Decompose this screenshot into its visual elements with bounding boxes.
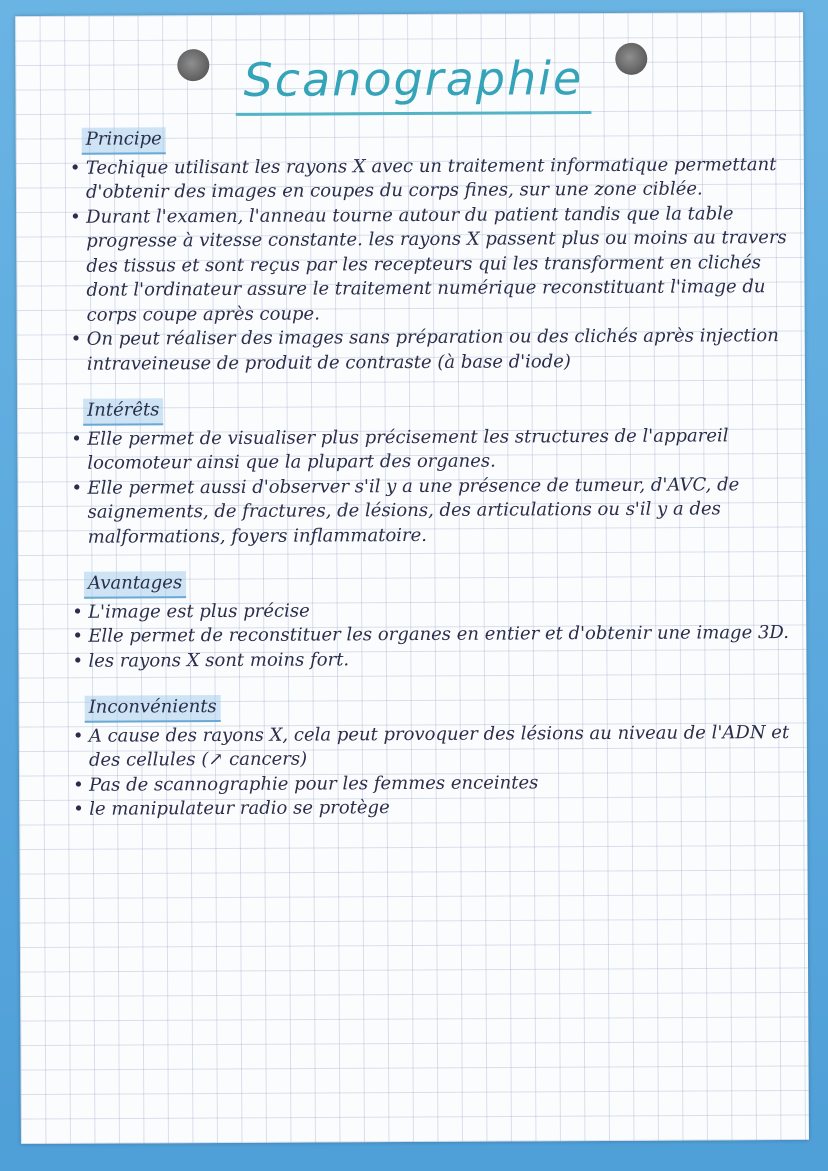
list-item: • Techique utilisant les rayons X avec un traitement informatique permettant d'obtenir des images en coupes du corps fines, sur une zone ciblée. bbox=[69, 153, 777, 203]
bullet-dot-icon: • bbox=[72, 625, 83, 647]
section-interets bbox=[69, 395, 790, 550]
title-underline bbox=[236, 111, 592, 116]
list-item: • A cause des rayons X, cela peut provoquer des lésions au niveau de l'ADN et des cellules (↗ cancers) bbox=[72, 721, 790, 771]
list-item: • Elle permet aussi d'observer s'il y a une présence de tumeur, d'AVC, de saignements, de fractures, de lésions, des articulations ou s'il y a des malformations, foyers inflammatoire. bbox=[71, 473, 740, 548]
list-item: • Elle permet de reconstituer les organes en entier et d'obtenir une image 3D. bbox=[70, 621, 790, 649]
bullet-dot-icon: • bbox=[72, 650, 84, 672]
bullet-dot-icon: • bbox=[69, 157, 81, 179]
section-inconvenients bbox=[71, 692, 792, 822]
bullet-dot-icon: • bbox=[72, 725, 84, 747]
list-item: • le manipulateur radio se protège bbox=[71, 794, 791, 822]
list-item: • Durant l'examen, l'anneau tourne autour du patient tandis que la table progresse à vitesse constante. les rayons X passent plus ou moins au travers des tissus et sont reçus par les recepteurs qui les transforment en clichés dont l'ordinateur assure le traitement numérique reconstituant l'image du corps coupe après coupe. bbox=[70, 202, 787, 326]
notes-content bbox=[68, 124, 792, 844]
bullet-dot-icon: • bbox=[73, 774, 84, 796]
section-avantages bbox=[70, 568, 791, 674]
list-item: • L'image est plus précise bbox=[70, 597, 790, 625]
bullet-dot-icon: • bbox=[70, 206, 81, 228]
section-heading: Inconvénients bbox=[85, 695, 221, 722]
bullet-list bbox=[71, 721, 792, 823]
list-item: • les rayons X sont moins fort. bbox=[70, 646, 790, 674]
bullet-list bbox=[68, 153, 789, 377]
bullet-dot-icon: • bbox=[71, 477, 83, 499]
notebook-sheet bbox=[15, 12, 809, 1144]
bullet-list bbox=[70, 597, 790, 674]
punch-hole-right bbox=[615, 43, 647, 75]
bullet-dot-icon: • bbox=[70, 328, 82, 350]
bullet-dot-icon: • bbox=[72, 601, 83, 623]
page-title: Scanographie bbox=[243, 51, 584, 107]
bullet-list bbox=[69, 424, 790, 550]
bullet-dot-icon: • bbox=[71, 428, 82, 450]
section-heading: Principe bbox=[82, 127, 166, 154]
list-item: • Elle permet de visualiser plus précisement les structures de l'appareil locomoteur ainsi que la plupart des organes. bbox=[71, 424, 729, 474]
bullet-dot-icon: • bbox=[73, 798, 84, 820]
list-item: • Pas de scannographie pour les femmes enceintes bbox=[71, 770, 791, 798]
section-heading: Intérêts bbox=[83, 398, 163, 425]
section-heading: Avantages bbox=[84, 571, 186, 598]
section-principe bbox=[68, 124, 789, 377]
punch-hole-left bbox=[177, 49, 209, 81]
list-item: • On peut réaliser des images sans préparation ou des clichés après injection intraveineuse de produit de contraste (à base d'iode) bbox=[70, 325, 779, 375]
